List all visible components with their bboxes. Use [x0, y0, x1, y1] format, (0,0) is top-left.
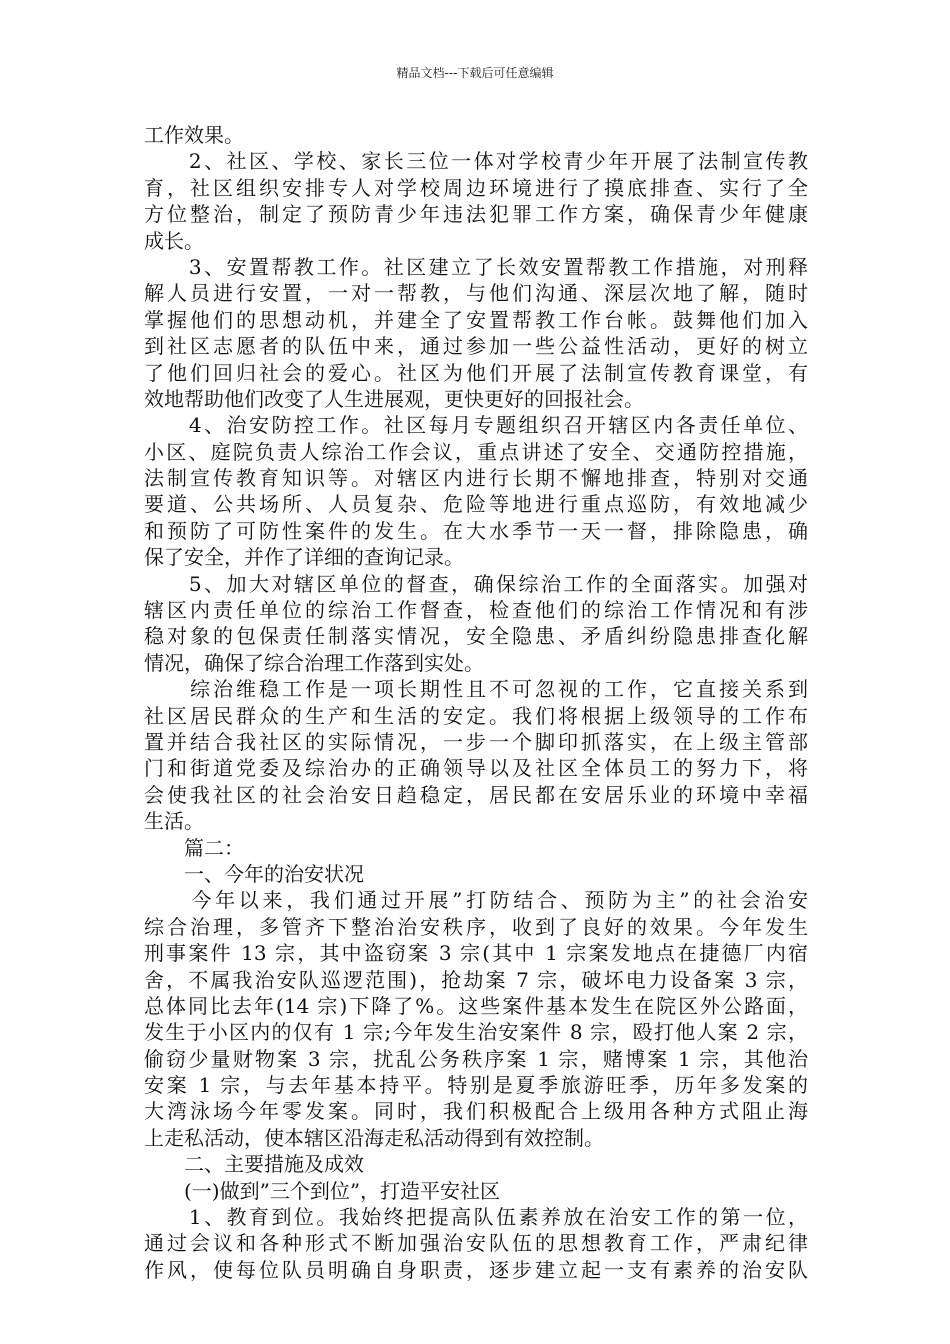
text-line: 效地帮助他们改变了人生进展观，更快更好的回报社会。	[144, 386, 644, 411]
text-line: 和预防了可防性案件的发生。在大水季节一天一督，排除隐患，确	[144, 518, 808, 543]
text-line: 了他们回归社会的爱心。社区为他们开展了法制宣传教育课堂，有	[144, 360, 808, 385]
text-line: 二、主要措施及成效	[144, 1152, 364, 1177]
text-line: 3、安置帮教工作。社区建立了长效安置帮教工作措施，对刑释	[144, 254, 808, 279]
text-line: 置并结合我社区的实际情况，一步一个脚印抓落实，在上级主管部	[144, 729, 808, 754]
text-line: 偷窃少量财物案 3 宗，扰乱公务秩序案 1 宗，赌博案 1 宗，其他治	[144, 1046, 808, 1071]
text-line: 解人员进行安置，一对一帮教，与他们沟通、深层次地了解，随时	[144, 281, 808, 306]
text-line: 刑事案件 13 宗，其中盗窃案 3 宗(其中 1 宗案发地点在捷德厂内宿	[144, 941, 808, 966]
text-line: 4、治安防控工作。社区每月专题组织召开辖区内各责任单位、	[144, 413, 808, 438]
text-line: 大湾泳场今年零发案。同时，我们积极配合上级用各种方式阻止海	[144, 1099, 808, 1124]
text-line: 工作效果。	[144, 123, 244, 147]
text-line: 作风，使每位队员明确自身职责，逐步建立起一支有素养的治安队	[144, 1257, 808, 1282]
text-line: 篇二：	[144, 835, 244, 860]
text-line: 社区居民群众的生产和生活的安定。我们将根据上级领导的工作布	[144, 703, 808, 728]
text-line: 5、加大对辖区单位的督查，确保综治工作的全面落实。加强对	[144, 571, 808, 596]
text-line: 通过会议和各种形式不断加强治安队伍的思想教育工作，严肃纪律	[144, 1231, 808, 1256]
text-line: 今年以来，我们通过开展”打防结合、预防为主”的社会治安	[144, 888, 808, 913]
text-line: 成长。	[144, 228, 204, 253]
text-line: 到社区志愿者的队伍中来，通过参加一些公益性活动，更好的树立	[144, 334, 808, 359]
text-line: 辖区内责任单位的综治工作督查，检查他们的综治工作情况和有涉	[144, 598, 808, 623]
text-line: 掌握他们的思想动机，并建全了安置帮教工作台帐。鼓舞他们加入	[144, 307, 808, 332]
text-line: 舍，不属我治安队巡逻范围)，抢劫案 7 宗，破坏电力设备案 3 宗，	[144, 967, 808, 992]
text-line: 总体同比去年(14 宗)下降了%。这些案件基本发生在院区外公路面，	[144, 993, 808, 1018]
text-line: 一、今年的治安状况	[144, 861, 364, 886]
text-line: 小区、庭院负责人综治工作会议，重点讲述了安全、交通防控措施，	[144, 439, 808, 464]
text-line: 稳对象的包保责任制落实情况，安全隐患、矛盾纠纷隐患排查化解	[144, 624, 808, 649]
text-line: 综治维稳工作是一项长期性且不可忽视的工作，它直接关系到	[144, 677, 808, 702]
text-line: 会使我社区的社会治安日趋稳定，居民都在安居乐业的环境中幸福	[144, 782, 808, 807]
text-line: 情况，确保了综合治理工作落到实处。	[144, 650, 484, 675]
document-body	[144, 122, 808, 1283]
text-line: 要道、公共场所、人员复杂、危险等地进行重点巡防，有效地减少	[144, 492, 808, 517]
text-line: 生活。	[144, 809, 204, 834]
text-line: 2、社区、学校、家长三位一体对学校青少年开展了法制宣传教	[144, 149, 808, 174]
text-line: 发生于小区内的仅有 1 宗;今年发生治安案件 8 宗，殴打他人案 2 宗，	[144, 1020, 808, 1045]
text-line: 安案 1 宗，与去年基本持平。特别是夏季旅游旺季，历年多发案的	[144, 1073, 808, 1098]
text-line: 上走私活动，使本辖区沿海走私活动得到有效控制。	[144, 1125, 604, 1150]
text-line: 方位整治，制定了预防青少年违法犯罪工作方案，确保青少年健康	[144, 202, 808, 227]
text-line: 门和街道党委及综治办的正确领导以及社区全体员工的努力下，将	[144, 756, 808, 781]
text-line: 法制宣传教育知识等。对辖区内进行长期不懈地排查，特别对交通	[144, 466, 808, 491]
text-line: (一)做到”三个到位”，打造平安社区	[144, 1178, 501, 1203]
text-line: 育，社区组织安排专人对学校周边环境进行了摸底排查、实行了全	[144, 175, 808, 200]
text-line: 综合治理，多管齐下整治治安秩序，收到了良好的效果。今年发生	[144, 914, 808, 939]
text-line: 1、教育到位。我始终把提高队伍素养放在治安工作的第一位，	[144, 1205, 808, 1230]
text-line: 保了安全，并作了详细的查询记录。	[144, 545, 464, 570]
page-header: 精品文档---下载后可任意编辑	[396, 66, 554, 80]
